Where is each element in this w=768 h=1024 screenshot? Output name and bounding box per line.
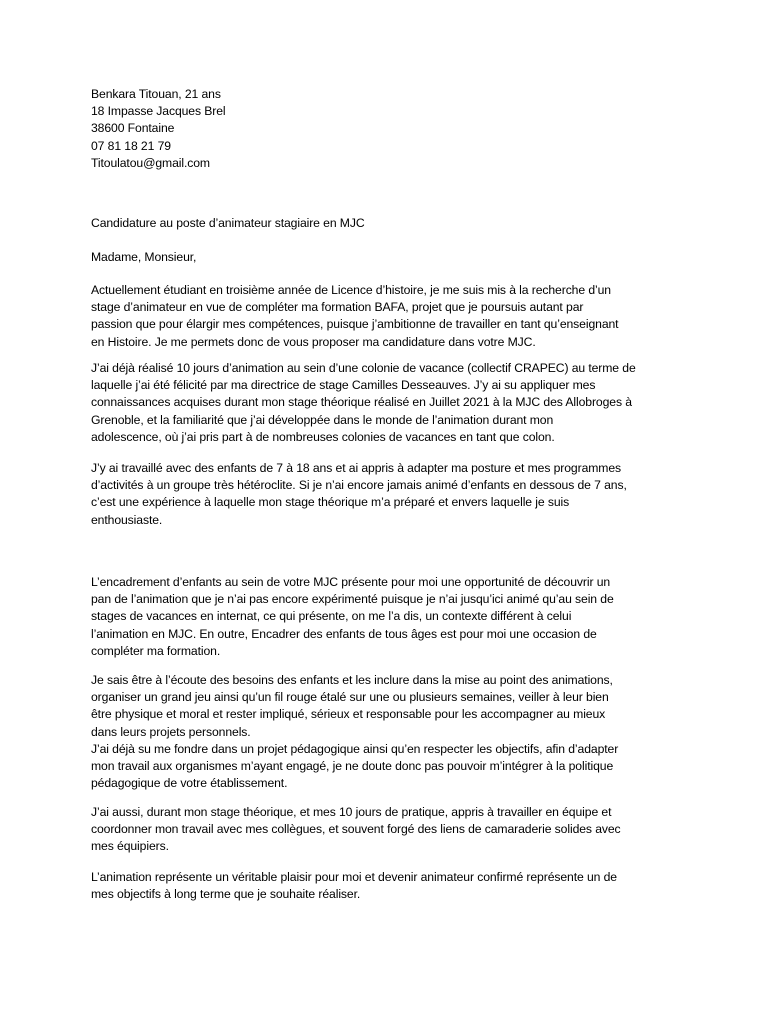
paragraph-line: c’est une expérience à laquelle mon stage théorique m’a préparé et envers laquelle je suis — [91, 495, 570, 510]
paragraph-line: mes objectifs à long terme que je souhaite réaliser. — [91, 887, 361, 902]
letter-salutation: Madame, Monsieur, — [91, 250, 197, 264]
paragraph-line: Grenoble, et la familiarité que j’ai développée dans le monde de l’animation durant mon — [91, 412, 554, 427]
paragraph-line: dans leurs projets personnels. — [91, 724, 251, 739]
letter-subject: Candidature au poste d’animateur stagiaire en MJC — [91, 216, 365, 230]
paragraph-line: J’ai déjà su me fondre dans un projet pédagogique ainsi qu’en respecter les objectifs, afin d’adapter — [91, 741, 619, 756]
paragraph-experience — [91, 360, 691, 446]
sender-phone: 07 81 18 21 79 — [91, 138, 171, 153]
paragraph-teamwork — [91, 804, 691, 856]
paragraph-line: stage d’animateur en vue de compléter ma formation BAFA, projet que je poursuis autant par — [91, 300, 584, 315]
paragraph-line: passion que pour élargir mes compétences, puisque j’ambitionne de travailler en tant qu’enseignant — [91, 317, 619, 332]
paragraph-line: Je sais être à l’écoute des besoins des enfants et les inclure dans la mise au point des animations, — [91, 673, 613, 687]
paragraph-line: J’ai aussi, durant mon stage théorique, et mes 10 jours de pratique, appris à travailler en équipe et — [91, 805, 612, 819]
sender-name: Benkara Titouan, 21 ans — [91, 87, 221, 101]
paragraph-line: être physique et moral et rester impliqué, sérieux et responsable pour les accompagner au mieux — [91, 707, 606, 722]
paragraph-line: mon travail aux organismes m’ayant engagé, je ne doute donc pas pouvoir m’intégrer à la politique — [91, 759, 614, 774]
paragraph-line: stages de vacances en internat, ce qui présente, on me l’a dis, un contexte différent à celui — [91, 609, 572, 624]
paragraph-line: organiser un grand jeu ainsi qu’un fil rouge étalé sur une ou plusieurs semaines, veiller à leur bien — [91, 690, 609, 705]
sender-address-block — [91, 86, 691, 172]
paragraph-line: L’animation représente un véritable plaisir pour moi et devenir animateur confirmé représente un de — [91, 870, 617, 884]
paragraph-line: adolescence, où j’ai pris part à de nombreuses colonies de vacances en tant que colon. — [91, 429, 555, 444]
paragraph-line: connaissances acquises durant mon stage théorique réalisé en Juillet 2021 à la MJC des Allobroges à — [91, 395, 632, 410]
paragraph-conclusion — [91, 869, 691, 903]
paragraph-mjc-opportunity — [91, 574, 691, 660]
paragraph-line: L’encadrement d’enfants au sein de votre MJC présente pour moi une opportunité de découvrir un — [91, 575, 611, 589]
paragraph-line: en Histoire. Je me permets donc de vous proposer ma candidature dans votre MJC. — [91, 334, 536, 349]
paragraph-line: mes équipiers. — [91, 839, 169, 854]
paragraph-line: laquelle j’ai été félicité par ma directrice de stage Camilles Desseauves. J’y ai su appliquer mes — [91, 378, 596, 393]
paragraph-line: J’y ai travaillé avec des enfants de 7 à 18 ans et ai appris à adapter ma posture et mes programmes — [91, 461, 622, 475]
paragraph-line: coordonner mon travail avec mes collègues, et souvent forgé des liens de camaraderie solides avec — [91, 822, 621, 837]
paragraph-introduction — [91, 282, 691, 351]
sender-city: 38600 Fontaine — [91, 121, 175, 136]
paragraph-line: pédagogique de votre établissement. — [91, 776, 288, 791]
sender-street: 18 Impasse Jacques Brel — [91, 104, 226, 119]
paragraph-line: l’animation en MJC. En outre, Encadrer des enfants de tous âges est pour moi une occasion de — [91, 626, 597, 641]
paragraph-line: d’activités à un groupe très hétéroclite. Si je n’ai encore jamais animé d’enfants en dessous de 7 ans, — [91, 478, 627, 493]
paragraph-line: pan de l’animation que je n’ai pas encore expérimenté puisque je n’ai jusqu’ici animé qu’au sein de — [91, 592, 614, 607]
paragraph-line: J’ai déjà réalisé 10 jours d’animation au sein d’une colonie de vacance (collectif CRAPEC) au terme de — [91, 361, 636, 375]
paragraph-line: compléter ma formation. — [91, 643, 221, 658]
paragraph-skills — [91, 672, 691, 792]
paragraph-children-ages — [91, 460, 691, 529]
paragraph-line: enthousiaste. — [91, 512, 163, 527]
sender-email: Titoulatou@gmail.com — [91, 155, 210, 170]
paragraph-line: Actuellement étudiant en troisième année de Licence d’histoire, je me suis mis à la recherche d’un — [91, 283, 611, 297]
